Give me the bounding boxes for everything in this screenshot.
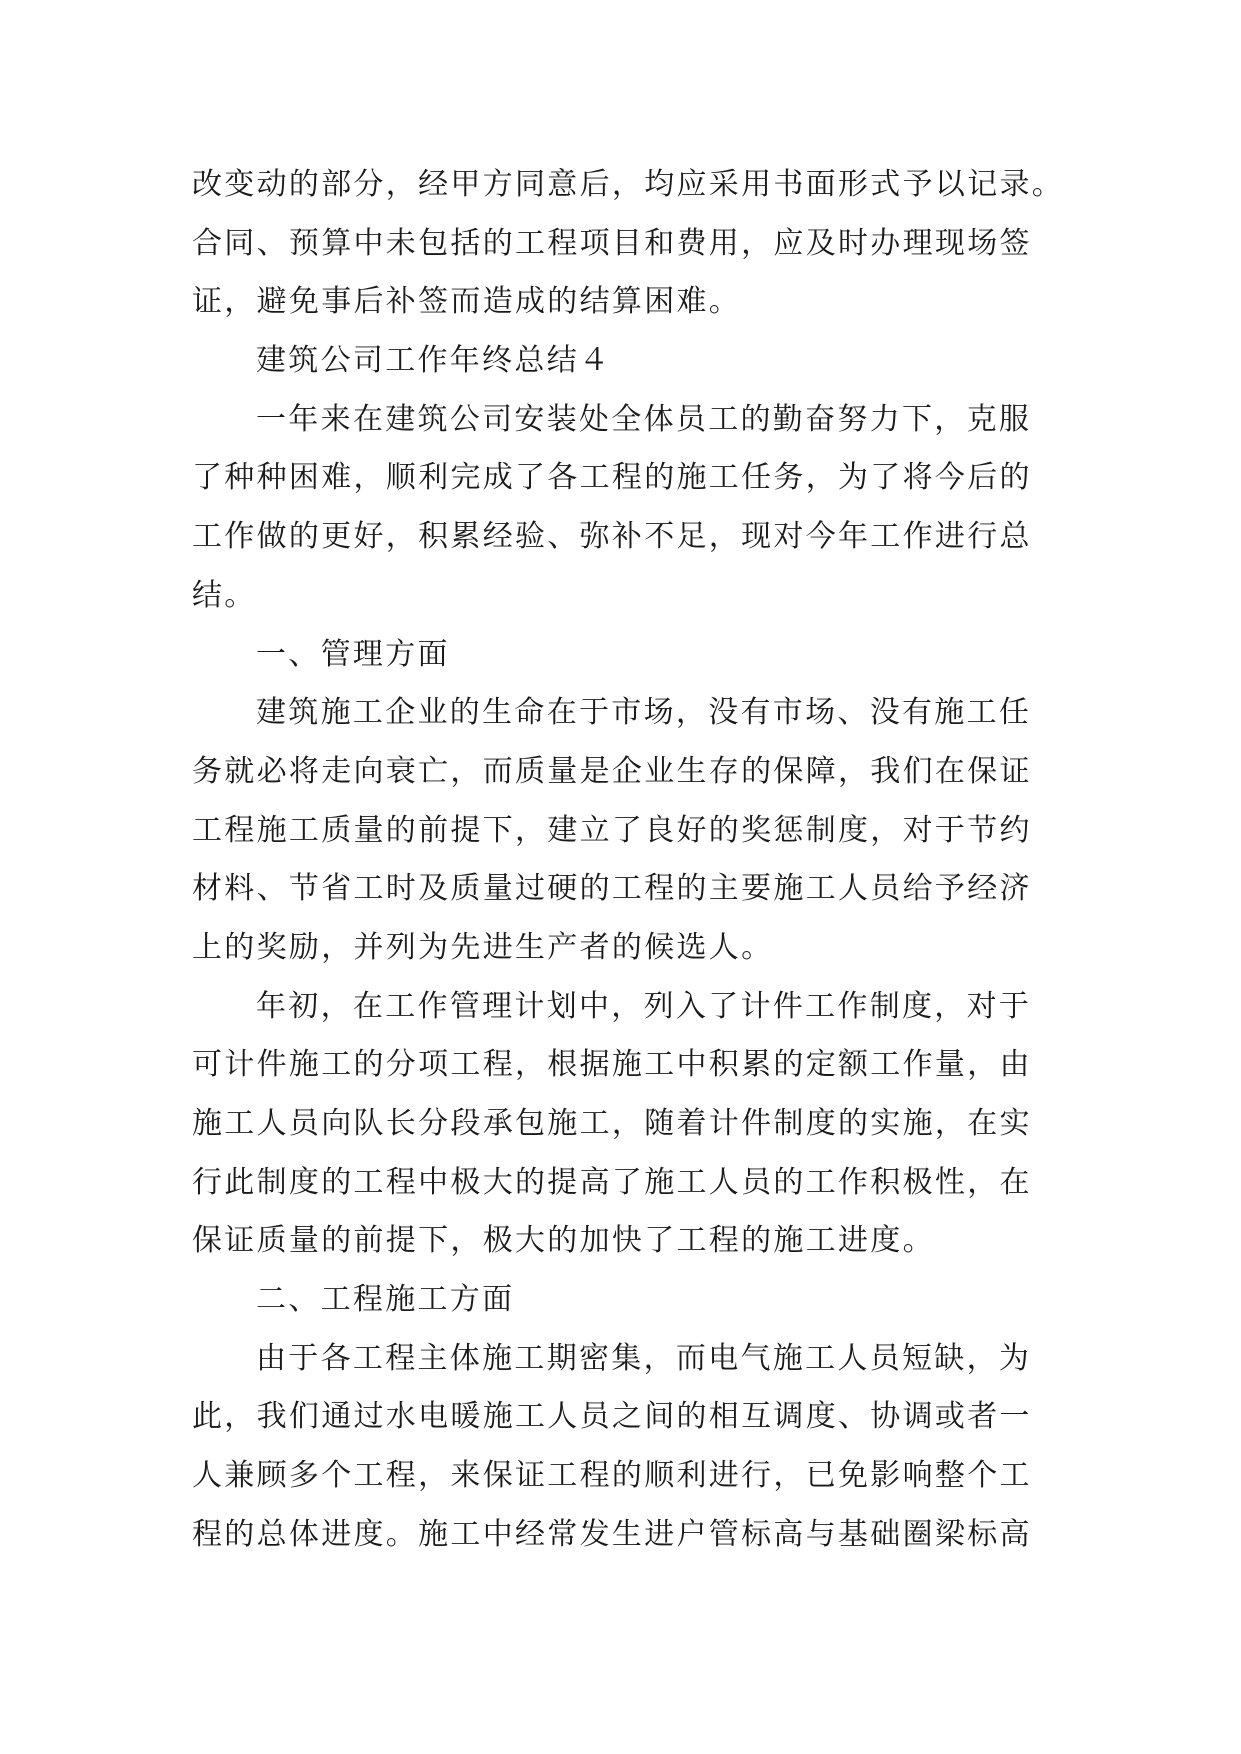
text-line: 保证质量的前提下，极大的加快了工程的施工进度。	[192, 1223, 935, 1259]
document-body	[192, 156, 1065, 1565]
text-line: 可计件施工的分项工程，根据施工中积累的定额工作量，由	[192, 1047, 1032, 1083]
text-line: 一年来在建筑公司安装处全体员工的勤奋努力下，克服	[256, 401, 1032, 437]
text-line: 人兼顾多个工程，来保证工程的顺利进行，已免影响整个工	[192, 1458, 1032, 1494]
text-line: 了种种困难，顺利完成了各工程的施工任务，为了将今后的	[192, 460, 1032, 496]
text-line: 年初，在工作管理计划中，列入了计件工作制度，对于	[256, 988, 1032, 1024]
text-line: 工程施工质量的前提下，建立了良好的奖惩制度，对于节约	[192, 812, 1032, 848]
text-line: 程的总体进度。施工中经常发生进户管标高与基础圈梁标高	[192, 1516, 1032, 1552]
text-line: 上的奖励，并列为先进生产者的候选人。	[192, 929, 774, 965]
text-line: 建筑施工企业的生命在于市场，没有市场、没有施工任	[256, 695, 1032, 731]
text-line: 施工人员向队长分段承包施工，随着计件制度的实施，在实	[192, 1106, 1032, 1141]
section-title: 建筑公司工作年终总结４	[256, 343, 612, 379]
text-line: 工作做的更好，积累经验、弥补不足，现对今年工作进行总	[192, 519, 1032, 555]
text-line: 由于各工程主体施工期密集，而电气施工人员短缺，为	[256, 1340, 1032, 1376]
text-line: 证，避免事后补签而造成的结算困难。	[192, 284, 742, 320]
text-line: 此，我们通过水电暖施工人员之间的相互调度、协调或者一	[192, 1399, 1032, 1435]
text-line: 合同、预算中未包括的工程项目和费用，应及时办理现场签	[192, 225, 1032, 261]
text-line: 行此制度的工程中极大的提高了施工人员的工作积极性，在	[192, 1164, 1032, 1200]
text-line: 结。	[192, 577, 257, 613]
text-line: 改变动的部分，经甲方同意后，均应采用书面形式予以记录。	[192, 167, 1065, 202]
text-line: 务就必将走向衰亡，而质量是企业生存的保障，我们在保证	[192, 753, 1032, 789]
text-line: 材料、节省工时及质量过硬的工程的主要施工人员给予经济	[192, 871, 1032, 907]
section-heading: 一、管理方面	[256, 636, 450, 672]
section-heading: 二、工程施工方面	[256, 1282, 515, 1318]
